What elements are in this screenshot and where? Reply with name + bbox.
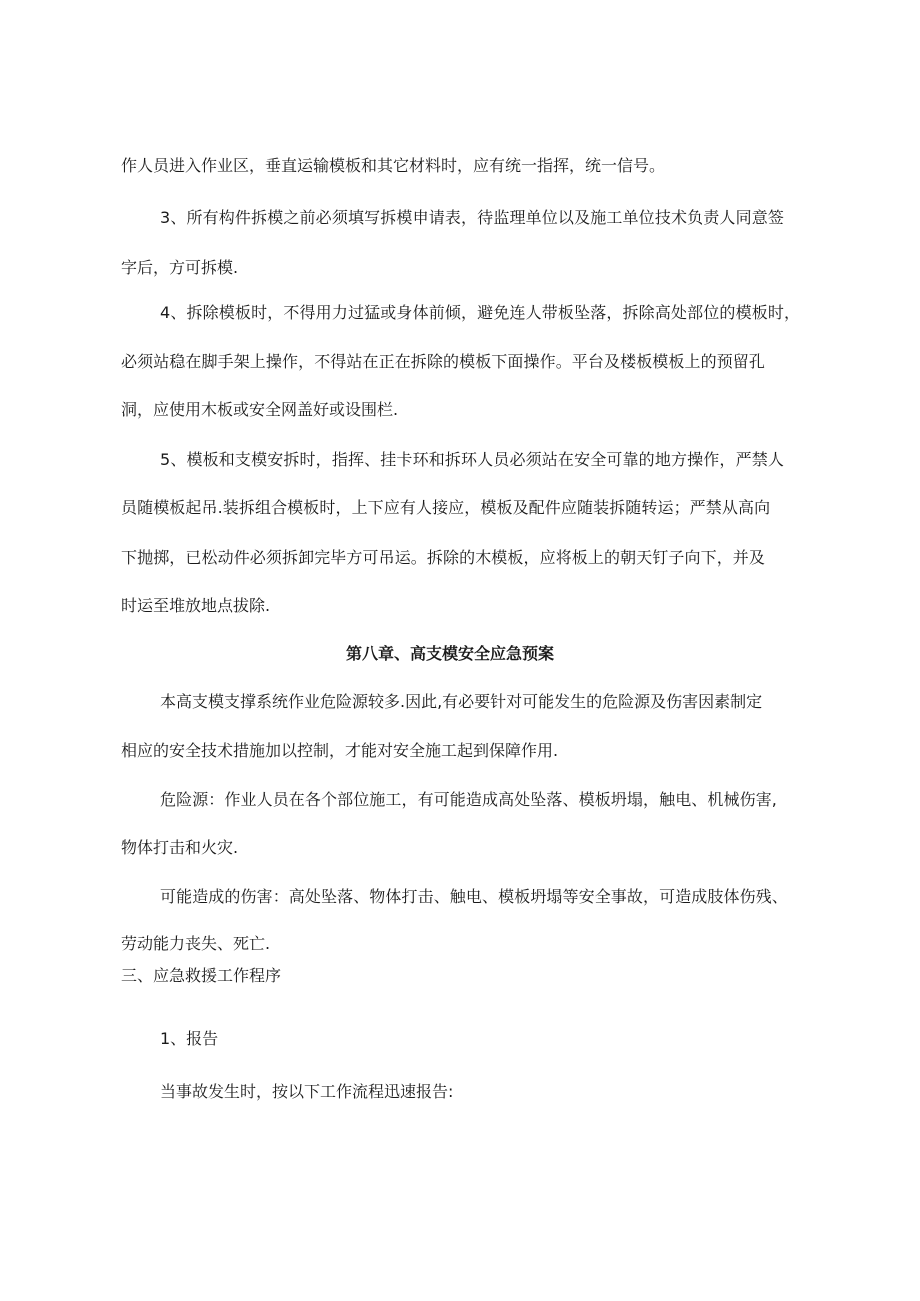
paragraph-line: 必须站稳在脚手架上操作，不得站在正在拆除的模板下面操作。平台及楼板模板上的预留孔 — [121, 352, 766, 371]
paragraph-line: 作人员进入作业区，垂直运输模板和其它材料时，应有统一指挥，统一信号。 — [121, 156, 666, 175]
paragraph-line: 可能造成的伤害：高处坠落、物体打击、触电、模板坍塌等安全事故，可造成肢体伤残、 — [160, 887, 788, 906]
paragraph-line: 员随模板起吊.装拆组合模板时，上下应有人接应，模板及配件应随装拆随转运；严禁从高向 — [121, 498, 771, 517]
paragraph-line: 3、所有构件拆模之前必须填写拆模申请表，待监理单位以及施工单位技术负责人同意签 — [160, 208, 785, 227]
paragraph-line: 字后，方可拆模. — [121, 258, 239, 277]
chapter-heading: 第八章、高支模安全应急预案 — [346, 644, 555, 663]
paragraph-line: 当事故发生时，按以下工作流程迅速报告: — [160, 1082, 454, 1101]
paragraph-line: 4、拆除模板时，不得用力过猛或身体前倾，避免连人带板坠落，拆除高处部位的模板时， — [160, 303, 801, 322]
paragraph-line: 洞，应使用木板或安全网盖好或设围栏. — [121, 400, 399, 419]
section-heading: 三、应急救援工作程序 — [121, 966, 282, 985]
paragraph-line: 相应的安全技术措施加以控制，才能对安全施工起到保障作用. — [121, 741, 559, 760]
paragraph-line: 5、模板和支模安拆时，指挥、挂卡环和拆环人员必须站在安全可靠的地方操作，严禁人 — [160, 450, 785, 469]
paragraph-line: 下抛掷，已松动件必须拆卸完毕方可吊运。拆除的木模板，应将板上的朝天钉子向下，并及 — [121, 548, 766, 567]
paragraph-line: 物体打击和火灾. — [121, 838, 239, 857]
subsection-heading: 1、报告 — [160, 1029, 219, 1048]
paragraph-line: 劳动能力丧失、死亡. — [121, 934, 271, 953]
paragraph-line: 时运至堆放地点拔除. — [121, 596, 271, 615]
paragraph-line: 危险源：作业人员在各个部位施工，有可能造成高处坠落、模板坍塌，触电、机械伤害, — [160, 790, 777, 809]
paragraph-line: 本高支模支撑系统作业危险源较多.因此,有必要针对可能发生的危险源及伤害因素制定 — [160, 692, 763, 711]
